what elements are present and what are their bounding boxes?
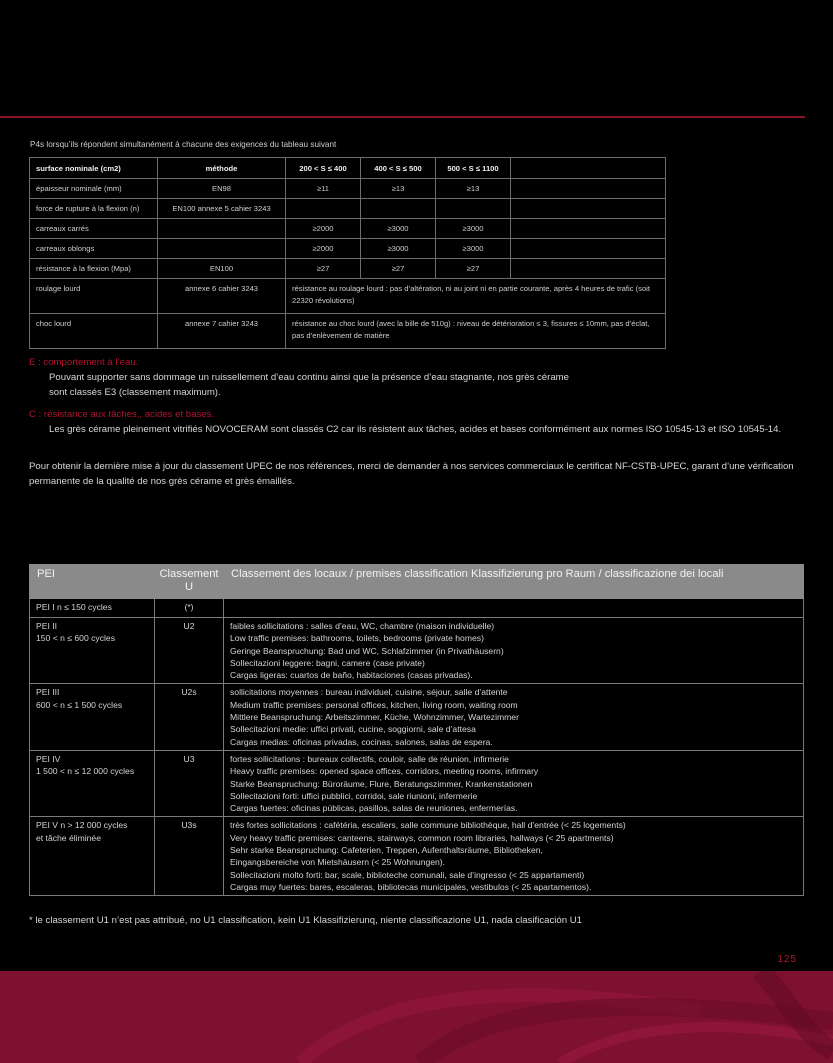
table-row bbox=[30, 219, 666, 239]
pei-table bbox=[29, 564, 804, 896]
row-value: ≥11 bbox=[286, 179, 361, 199]
row-description: résistance au roulage lourd : pas d’altération, ni au joint ni en partie courante, après 4 heures de trafic (soit 22320 révolutions) bbox=[286, 279, 666, 314]
pei-level: PEI III 600 < n ≤ 1 500 cycles bbox=[30, 684, 155, 750]
footer-band bbox=[0, 971, 833, 1063]
row-label: carreaux carrés bbox=[30, 219, 158, 239]
row-value: ≥13 bbox=[361, 179, 436, 199]
row-value: ≥13 bbox=[436, 179, 511, 199]
row-empty bbox=[511, 199, 666, 219]
header-range-1: 200 < S ≤ 400 bbox=[286, 158, 361, 179]
row-value: ≥3000 bbox=[361, 219, 436, 239]
classement-u: U3s bbox=[155, 817, 224, 896]
row-label: épaisseur nominale (mm) bbox=[30, 179, 158, 199]
premises-description: très fortes sollicitations : cafétéria, escaliers, salle commune bibliothèque, hall d’entrée (< 25 logements) Very heavy traffic premises: canteens, stairways, common room libraries, hallways (< 25 apartments) Sehr starke Beanspruchung: Cafeterien, Treppen, Aufenthaltsräume, Bibliotheken, Eingangsbereiche von Mietshäusern (< 25 Wohnungen). Sollecitazioni molto forti: bar, scale, biblioteche comunali, sale d’ingresso (< 25 appartamenti) Cargas muy fuertes: bares, escaleras, bibliotecas municipales, vestibulos (< 25 apartamentos). bbox=[224, 817, 804, 896]
section-e bbox=[29, 355, 569, 400]
row-method bbox=[158, 239, 286, 259]
header-classement-u: Classement U bbox=[155, 565, 224, 599]
section-e-body: Pouvant supporter sans dommage un ruissellement d’eau continu ainsi que la présence d’eau stagnante, nos grès cérame sont classés E3 (classement maximum). bbox=[49, 372, 569, 398]
row-value bbox=[436, 199, 511, 219]
row-value: ≥27 bbox=[436, 259, 511, 279]
section-c bbox=[29, 407, 804, 437]
premises-description: faibles sollicitations : salles d’eau, WC, chambre (maison individuelle) Low traffic premises: bathrooms, toilets, bedrooms (private homes) Geringe Beanspruchung: Bad und WC, Schlafzimmer (in Privathäusern) Sollecitazioni leggere: bagni, camere (case private) Cargas ligeras: cuartos de baño, habitaciones (casas privadas). bbox=[224, 618, 804, 684]
classement-u: U2 bbox=[155, 618, 224, 684]
footer-swirl-decoration bbox=[0, 971, 833, 1063]
table-row bbox=[30, 750, 804, 816]
footnote: * le classement U1 n’est pas attribué, no U1 classification, kein U1 Klassifizierunq, niente classificazione U1, nada clasificación U1 bbox=[29, 915, 582, 926]
row-empty bbox=[511, 259, 666, 279]
classement-u: U3 bbox=[155, 750, 224, 816]
row-method: EN100 annexe 5 cahier 3243 bbox=[158, 199, 286, 219]
upec-paragraph: Pour obtenir la dernière mise à jour du classement UPEC de nos références, merci de demander à nos services commerciaux le certificat NF-CSTB-UPEC, garant d’une vérification permanente de la qualité de nos grès cérame et grès émaillés. bbox=[29, 461, 794, 487]
header-range-2: 400 < S ≤ 500 bbox=[361, 158, 436, 179]
table-row bbox=[30, 618, 804, 684]
row-label: roulage lourd bbox=[30, 279, 158, 314]
pei-level: PEI II 150 < n ≤ 600 cycles bbox=[30, 618, 155, 684]
table-row bbox=[30, 684, 804, 750]
header-surface: surface nominale (cm2) bbox=[30, 158, 158, 179]
header-range-3: 500 < S ≤ 1100 bbox=[436, 158, 511, 179]
requirements-header-row bbox=[30, 158, 666, 179]
classement-u: (*) bbox=[155, 599, 224, 618]
row-method bbox=[158, 219, 286, 239]
table-row bbox=[30, 259, 666, 279]
row-label: carreaux oblongs bbox=[30, 239, 158, 259]
page-number: 125 bbox=[777, 954, 797, 965]
row-label: choc lourd bbox=[30, 314, 158, 349]
pei-level: PEI I n ≤ 150 cycles bbox=[30, 599, 155, 618]
classement-u: U2s bbox=[155, 684, 224, 750]
top-divider bbox=[0, 116, 805, 118]
row-value: ≥3000 bbox=[436, 219, 511, 239]
row-method: EN100 bbox=[158, 259, 286, 279]
row-value: ≥2000 bbox=[286, 219, 361, 239]
row-value: ≥27 bbox=[361, 259, 436, 279]
row-empty bbox=[511, 239, 666, 259]
row-label: force de rupture à la flexion (n) bbox=[30, 199, 158, 219]
premises-description: fortes sollicitations : bureaux collectifs, couloir, salle de réunion, infirmerie Heavy traffic premises: opened space offices, corridors, meeting rooms, infirmary Starke Beanspruchung: Büroräume, Flure, Beratungszimmer, Krankenstationen Sollecitazioni forti: uffici pubblici, corridoi, sale riunioni, infermerie Cargas fuertes: oficinas públicas, pasillos, salas de reuniones, enfermerías. bbox=[224, 750, 804, 816]
table-row bbox=[30, 599, 804, 618]
section-c-heading: C : résistance aux tâches,, acides et bases. bbox=[29, 409, 215, 420]
table-row bbox=[30, 817, 804, 896]
table-row bbox=[30, 314, 666, 349]
pei-level: PEI V n > 12 000 cycles et tâche éliminée bbox=[30, 817, 155, 896]
row-method: annexe 6 cahier 3243 bbox=[158, 279, 286, 314]
row-value: ≥3000 bbox=[436, 239, 511, 259]
section-c-body: Les grès cérame pleinement vitrifiés NOVOCERAM sont classés C2 car ils résistent aux tâches, acides et bases conformément aux normes ISO 10545-13 et ISO 10545-14. bbox=[49, 424, 782, 435]
premises-description: sollicitations moyennes : bureau individuel, cuisine, séjour, salle d’attente Medium traffic premises: personal offices, kitchen, living room, waiting room Mittlere Beanspruchung: Arbeitszimmer, Küche, Wohnzimmer, Wartezimmer Sollecitazioni medie: uffici privati, cucine, soggiorni, sale d’attesa Cargas medias: oficinas privadas, cocinas, salones, salas de espera. bbox=[224, 684, 804, 750]
section-e-heading: E : comportement à l’eau. bbox=[29, 357, 139, 368]
row-value: ≥3000 bbox=[361, 239, 436, 259]
header-pei: PEI bbox=[30, 565, 155, 599]
intro-text: P4s lorsqu’ils répondent simultanément à chacune des exigences du tableau suivant bbox=[30, 140, 337, 149]
row-value bbox=[361, 199, 436, 219]
row-value bbox=[286, 199, 361, 219]
row-value: ≥2000 bbox=[286, 239, 361, 259]
table-row bbox=[30, 199, 666, 219]
header-method: méthode bbox=[158, 158, 286, 179]
premises-description bbox=[224, 599, 804, 618]
header-classification: Classement des locaux / premises classification Klassifizierung pro Raum / classificazione dei locali bbox=[224, 565, 804, 599]
row-empty bbox=[511, 179, 666, 199]
requirements-table bbox=[29, 157, 666, 349]
table-row bbox=[30, 239, 666, 259]
table-row bbox=[30, 179, 666, 199]
row-label: résistance à la flexion (Mpa) bbox=[30, 259, 158, 279]
row-method: EN98 bbox=[158, 179, 286, 199]
row-method: annexe 7 cahier 3243 bbox=[158, 314, 286, 349]
header-empty bbox=[511, 158, 666, 179]
row-description: résistance au choc lourd (avec la bille de 510g) : niveau de détérioration ≤ 3, fissures ≤ 10mm, pas d’éclat, pas d’enlèvement de matière bbox=[286, 314, 666, 349]
pei-level: PEI IV 1 500 < n ≤ 12 000 cycles bbox=[30, 750, 155, 816]
pei-header-row bbox=[30, 565, 804, 599]
row-value: ≥27 bbox=[286, 259, 361, 279]
table-row bbox=[30, 279, 666, 314]
row-empty bbox=[511, 219, 666, 239]
